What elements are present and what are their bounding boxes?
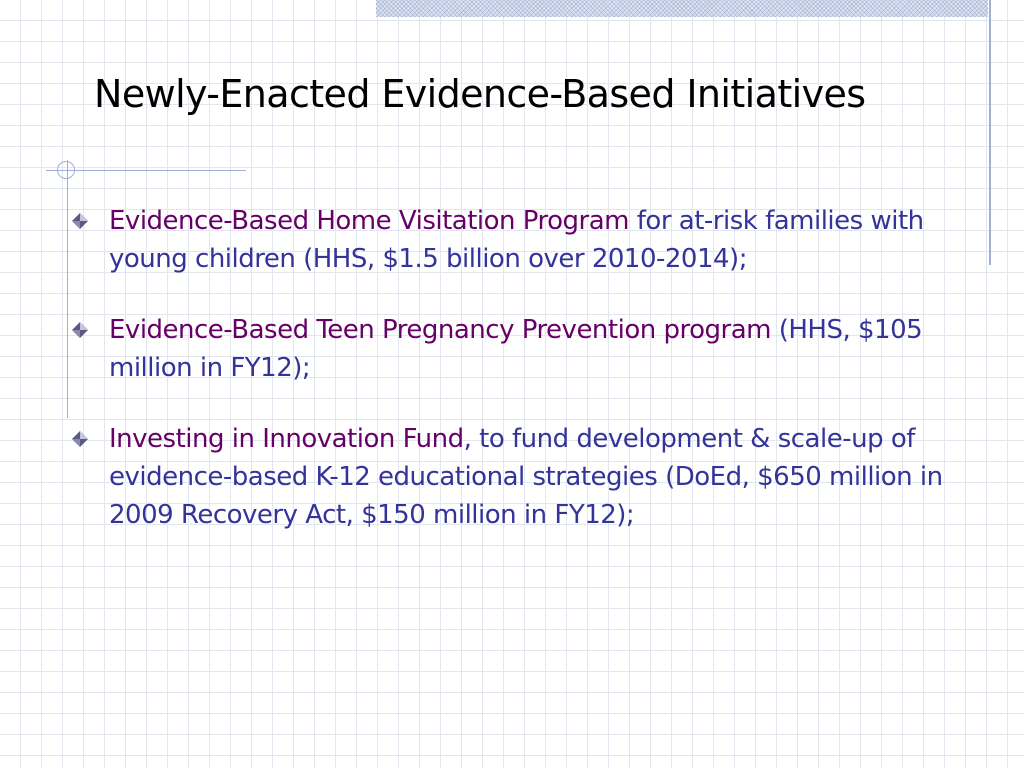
diamond-bullet-icon	[72, 322, 88, 338]
right-accent-line	[989, 0, 991, 265]
bullet-item-home-visitation	[72, 202, 982, 278]
bullet-highlight: Investing in Innovation Fund	[109, 424, 464, 454]
slide-title: Newly-Enacted Evidence-Based Initiatives	[94, 72, 866, 116]
bullet-highlight: Evidence-Based Home Visitation Program	[109, 206, 629, 236]
crosshair-circle-accent	[57, 161, 75, 179]
bullet-text: (HHS, $105 million in FY12);	[109, 315, 923, 383]
title-underline-accent	[46, 170, 246, 171]
bullet-item-teen-pregnancy	[72, 311, 982, 387]
top-decorative-band	[376, 0, 988, 17]
bullet-text: , to fund development & scale-up of evidence-based K-12 educational strategies (DoEd, $650 million in 2009 Recovery Act, $150 million in FY12);	[109, 424, 943, 530]
bullet-list	[72, 202, 982, 534]
bullet-item-innovation-fund	[72, 420, 982, 534]
bullet-highlight: Evidence-Based Teen Pregnancy Prevention program	[109, 315, 771, 345]
bullet-text: for at-risk families with young children (HHS, $1.5 billion over 2010-2014);	[109, 206, 924, 274]
diamond-bullet-icon	[72, 213, 88, 229]
diamond-bullet-icon	[72, 431, 88, 447]
left-accent-line	[67, 160, 68, 418]
